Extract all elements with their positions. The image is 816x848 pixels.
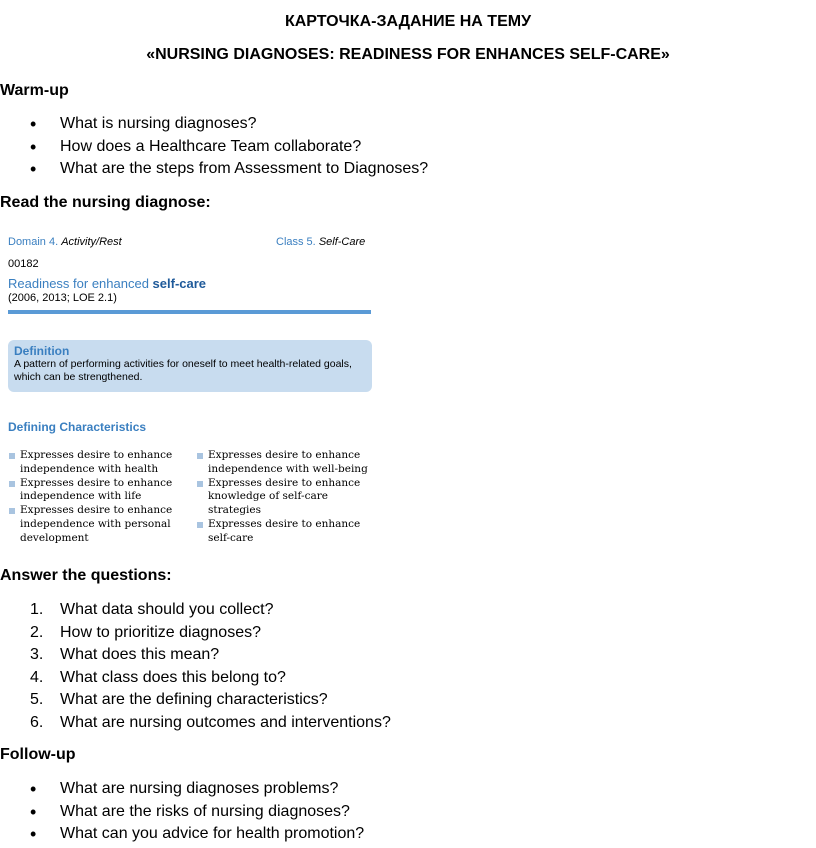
divider <box>8 310 371 314</box>
diagnosis-card <box>8 230 372 550</box>
characteristic-item: Expresses desire to enhance independence with life <box>8 477 188 505</box>
list-item <box>0 667 391 690</box>
item-text: What are nursing outcomes and interventions? <box>60 713 391 731</box>
diagnosis-code: 00182 <box>8 258 39 270</box>
class-value: Self-Care <box>318 236 366 248</box>
item-text: What class does this belong to? <box>60 668 286 686</box>
item-number: 4. <box>30 668 44 686</box>
item-number: 5. <box>30 691 44 708</box>
list-item <box>0 689 391 712</box>
domain-label: Domain 4. <box>8 236 59 248</box>
item-number: 3. <box>30 646 44 663</box>
item-number: 2. <box>30 623 44 641</box>
answer-heading: Answer the questions: <box>0 567 172 584</box>
list-item <box>0 644 391 667</box>
item-number: 6. <box>30 713 44 731</box>
characteristic-item: Expresses desire to enhance independence with well-being <box>196 449 372 477</box>
item-number: 1. <box>30 601 44 618</box>
class-line <box>276 236 365 248</box>
questions-list <box>0 599 391 734</box>
diagnosis-meta: (2006, 2013; LOE 2.1) <box>8 292 117 304</box>
definition-text: A pattern of performing activities for oneself to meet health-related goals, which can be strengthened. <box>14 358 352 383</box>
list-item: • What are nursing diagnoses problems? <box>0 778 364 801</box>
definition-title: Definition <box>14 344 70 358</box>
list-item: • What can you advice for health promotion? <box>0 823 364 846</box>
domain-value: Activity/Rest <box>61 236 122 248</box>
warmup-heading: Warm-up <box>0 82 69 99</box>
characteristics-column-1 <box>8 449 188 546</box>
followup-heading: Follow-up <box>0 746 76 763</box>
list-item: • How does a Healthcare Team collaborate? <box>0 136 428 159</box>
page-title: КАРТОЧКА-ЗАДАНИЕ НА ТЕМУ <box>284 13 532 30</box>
topic-title: «NURSING DIAGNOSES: READINESS FOR ENHANCES SELF-CARE» <box>146 46 670 63</box>
list-item: • What are the steps from Assessment to Diagnoses? <box>0 158 428 181</box>
characteristic-item: Expresses desire to enhance independence with health <box>8 449 188 477</box>
diagnosis-title-b: self-care <box>152 276 207 291</box>
item-text: What are the defining characteristics? <box>60 691 328 708</box>
diagnosis-title-a: Readiness for enhanced <box>8 276 153 291</box>
warmup-list <box>0 113 428 181</box>
characteristics-column-2 <box>196 449 372 546</box>
diagnosis-title <box>8 276 206 291</box>
characteristic-item: Expresses desire to enhance knowledge of self-care strategies <box>196 477 372 518</box>
definition-box <box>8 340 372 392</box>
item-text: How to prioritize diagnoses? <box>60 623 261 641</box>
characteristic-item: Expresses desire to enhance self-care <box>196 518 372 546</box>
class-label: Class 5. <box>276 236 316 248</box>
followup-list <box>0 778 364 846</box>
read-heading: Read the nursing diagnose: <box>0 194 211 211</box>
list-item: • What is nursing diagnoses? <box>0 113 428 136</box>
list-item <box>0 622 391 645</box>
domain-line <box>8 236 122 248</box>
list-item: • What are the risks of nursing diagnoses? <box>0 801 364 824</box>
item-text: What data should you collect? <box>60 601 274 618</box>
item-text: What does this mean? <box>60 646 220 663</box>
list-item <box>0 712 391 735</box>
defining-characteristics-title: Defining Characteristics <box>8 420 147 434</box>
characteristic-item: Expresses desire to enhance independence with personal development <box>8 504 188 545</box>
list-item <box>0 599 391 622</box>
